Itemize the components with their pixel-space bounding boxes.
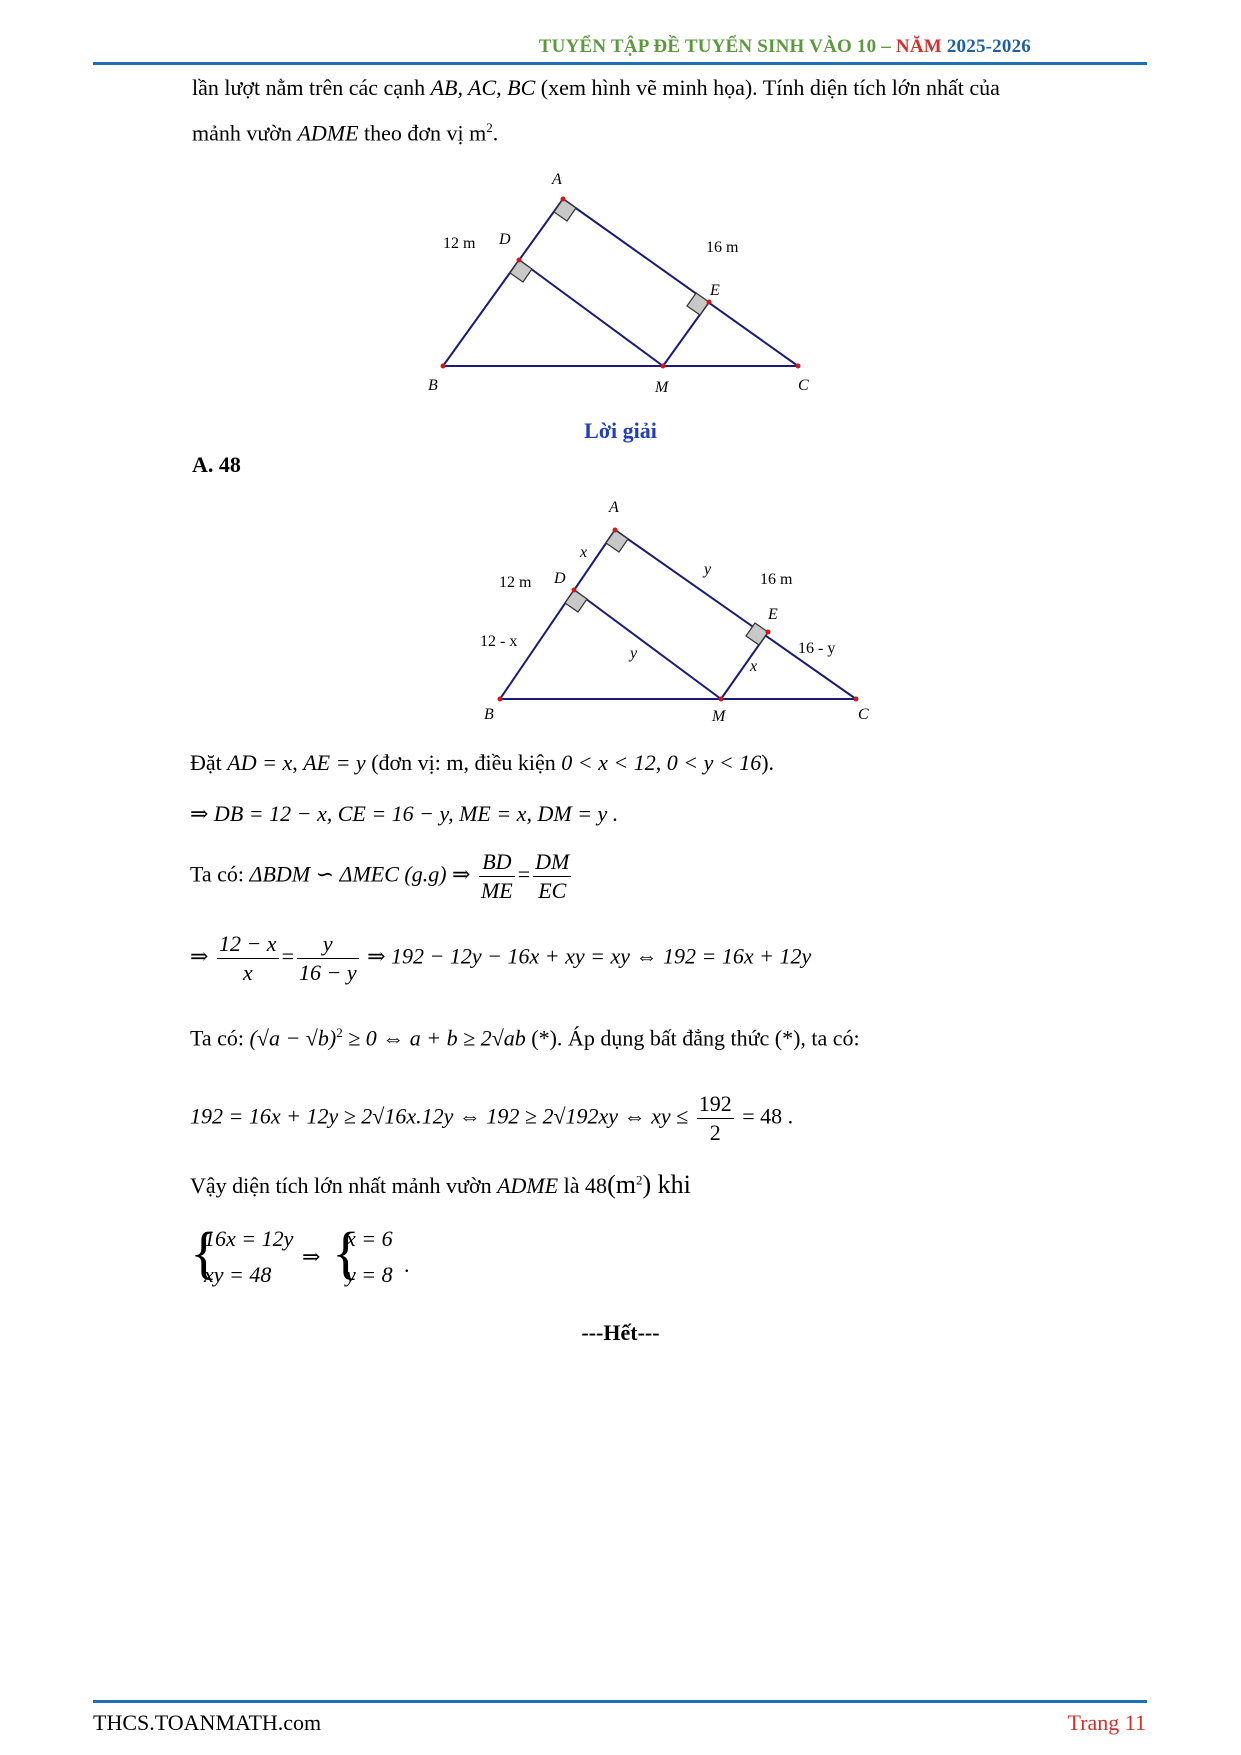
brace-left-2: { [332, 1220, 360, 1285]
fig2-label-b: B [484, 706, 494, 723]
system-2-line-1: x = 6 [346, 1226, 393, 1251]
step-1: Đặt AD = x, AE = y (đơn vị: m, điều kiện 0 < x < 12, 0 < y < 16). [190, 750, 775, 775]
system-arrow: ⇒ [302, 1244, 321, 1269]
step-5: Ta có: $(√a - √b)^2 \ge 0$ ⇔ a + b ≥ 2√ab (*). Áp dụng bất đẳng thức (*), ta có: [190, 1025, 860, 1051]
fig2-var-ae: y [704, 561, 712, 578]
fig1-segment-dm [519, 260, 663, 366]
fig2-side-ac [615, 530, 856, 699]
fig1-label-m: M [655, 379, 669, 396]
fig2-right-angle-e [746, 623, 768, 645]
fraction-12-x: $\frac{12 - x}{x}$ [218, 931, 277, 985]
fig2-var-dm: y [630, 645, 638, 662]
footer-page-number: Trang 11 [1067, 1710, 1146, 1735]
footer-rule [93, 1700, 1147, 1703]
answer-label: A. 48 [192, 452, 241, 477]
fig1-length-ab: 12 m [443, 235, 476, 252]
fig2-label-d: D [554, 570, 566, 587]
step-7: Vậy diện tích lớn nhất mảnh vườn ADME là $48(m^2)$ khi [190, 1170, 691, 1199]
problem-line-2: mảnh vườn ADME theo đơn vị $m^2$. [192, 120, 499, 146]
end-mark: ---Hết--- [581, 1320, 660, 1345]
step-6: 192 = 16x + 12y ≥ 2√16x.12y ⇔ 192 ≥ 2√192xy ⇔ xy ≤ $\frac{192}{2}$ = 48 . [190, 1091, 794, 1145]
fig2-var-db: 12 - x [480, 633, 518, 650]
fig2-var-me: x [750, 658, 758, 675]
solution-heading: Lời giải [584, 418, 657, 443]
figure-2-triangle [470, 495, 880, 735]
step-3: Ta có: ΔBDM ∽ ΔMEC (g.g) ⇒ $\frac{BD}{ME}$ = $\frac{DM}{EC}$ [190, 849, 570, 903]
fig1-right-angle-e [687, 293, 709, 315]
fig1-label-c: C [798, 377, 809, 394]
fig2-label-m: M [712, 708, 726, 725]
fig2-side-ab [500, 530, 615, 699]
fig1-label-e: E [710, 282, 720, 299]
system-1-line-2: xy = 48 [204, 1262, 272, 1287]
fig1-label-a: A [552, 171, 562, 188]
fraction-dm-ec: $\frac{DM}{EC}$ [535, 849, 570, 903]
fraction-bd-me: $\frac{BD}{ME}$ [480, 849, 513, 903]
problem-line-1: lần lượt nằm trên các cạnh AB, AC, BC (xem hình vẽ minh họa). Tính diện tích lớn nhất của [192, 75, 1000, 100]
fig1-right-angle-d [510, 260, 532, 282]
fig2-label-a: A [609, 499, 619, 516]
fig2-var-ad: x [580, 544, 588, 561]
fig1-label-d: D [499, 231, 511, 248]
problem-text [192, 68, 1152, 153]
fig2-segment-dm [574, 590, 721, 699]
step-2: ⇒ DB = 12 − x, CE = 16 − y, ME = x, DM = y . [190, 801, 619, 826]
fig2-length-ab: 12 m [499, 574, 532, 591]
system-1-line-1: 16x = 12y [204, 1226, 294, 1251]
figure-1-triangle [400, 160, 840, 400]
fig2-right-angle-a [606, 530, 628, 552]
step-4: ⇒ $\frac{12 - x}{x}$ = $\frac{y}{16 - y}$ ⇒ 192 − 12y − 16x + xy = xy ⇔ 192 = 16x + 12y [190, 931, 812, 985]
brace-left-1: { [190, 1220, 218, 1285]
footer-site: THCS.TOANMATH.com [93, 1710, 322, 1735]
system-2-line-2: y = 8 [346, 1262, 393, 1287]
fig2-label-c: C [858, 706, 869, 723]
fig1-side-ab [443, 199, 563, 366]
fig2-length-ac: 16 m [760, 571, 793, 588]
fig1-length-ac: 16 m [706, 239, 739, 256]
fig2-label-e: E [768, 606, 778, 623]
fraction-192-2: $\frac{192}{2}$ [698, 1091, 732, 1145]
fraction-y-16: $\frac{y}{16 - y}$ [298, 931, 357, 985]
header-title: TUYỂN TẬP ĐỀ TUYỂN SINH VÀO 10 – NĂM 2025-2026 [538, 36, 1031, 57]
header-rule [93, 62, 1147, 65]
system-end-period: . [404, 1252, 410, 1277]
fig2-var-ec: 16 - y [798, 640, 836, 657]
fig1-right-angle-a [554, 199, 576, 221]
fig2-right-angle-d [565, 590, 587, 612]
fig1-label-b: B [428, 377, 438, 394]
